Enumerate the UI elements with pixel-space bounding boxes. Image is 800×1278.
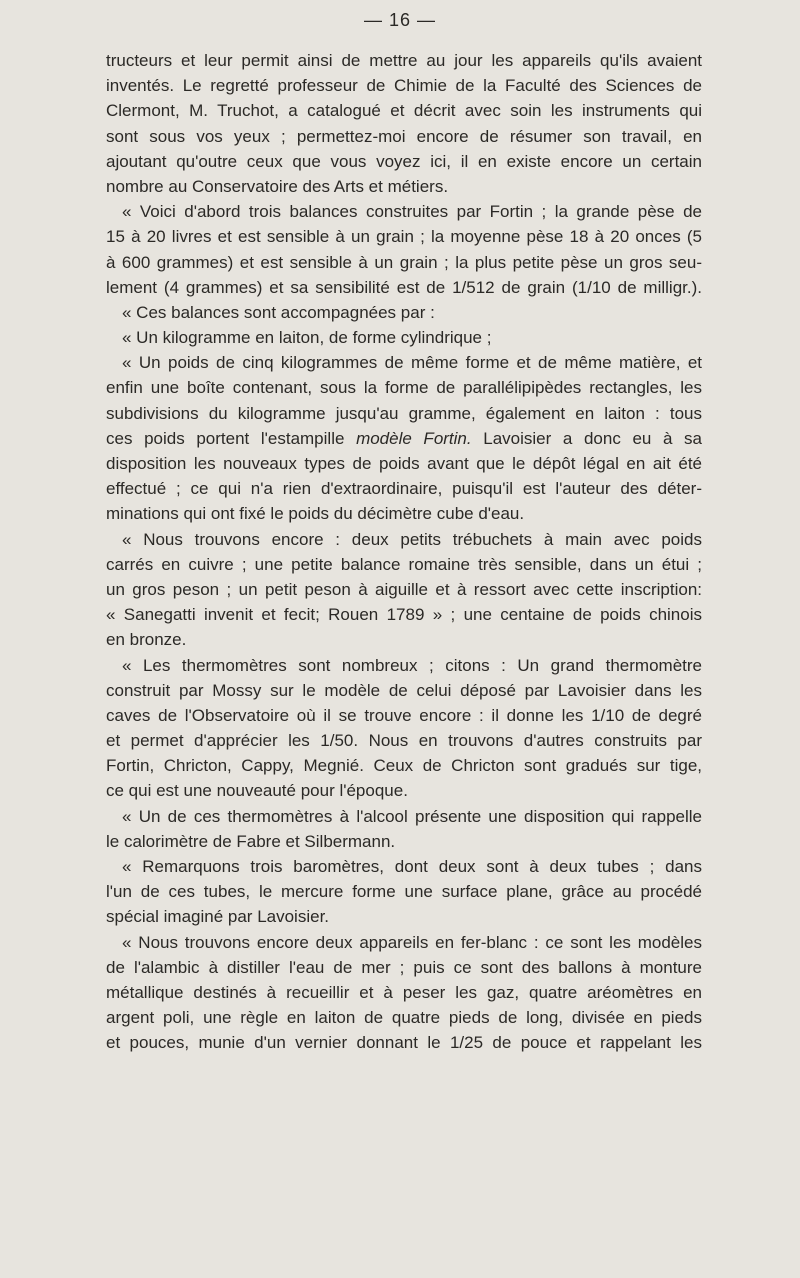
text-line: Clermont, M. Truchot, a catalogué et décrit avec soin les instruments qui (106, 101, 702, 121)
text-line: sont sous vos yeux ; permettez-moi encore de résumer son travail, en (106, 126, 702, 146)
text-line: Fortin, Chricton, Cappy, Megnié. Ceux de Chricton sont gradués sur tige, (106, 756, 702, 776)
text-line: subdivisions du kilogramme jusqu'au gramme, également en laiton : tous (106, 403, 702, 423)
text-line: nombre au Conservatoire des Arts et métiers. (106, 176, 449, 196)
page-number: — 16 — (363, 10, 437, 30)
text-line: le calorimètre de Fabre et Silbermann. (106, 831, 396, 851)
text-line: « Sanegatti invenit et fecit; Rouen 1789 » ; une centaine de poids chinois (106, 605, 702, 625)
text-line: et pouces, munie d'un vernier donnant le 1/25 de pouce et rappelant les (106, 1033, 702, 1053)
text-line: « Voici d'abord trois balances construites par Fortin ; la grande pèse de (122, 202, 702, 222)
text-line: tructeurs et leur permit ainsi de mettre au jour les appareils qu'ils avaient (106, 51, 702, 70)
text-line: « Un de ces thermomètres à l'alcool présente une disposition qui rappelle (122, 806, 702, 826)
text-line: métallique destinés à recueillir et à peser les gaz, quatre aréomètres en (106, 982, 702, 1002)
text-line: l'un de ces tubes, le mercure forme une surface plane, grâce au procédé (106, 882, 702, 902)
text-line: 15 à 20 livres et est sensible à un grain ; la moyenne pèse 18 à 20 onces (5 (106, 227, 702, 247)
text-line: « Remarquons trois baromètres, dont deux sont à deux tubes ; dans (122, 857, 702, 876)
text-line: ce qui est une nouveauté pour l'époque. (106, 781, 408, 801)
text-line: inventés. Le regretté professeur de Chimie de la Faculté des Sciences de (106, 76, 702, 96)
text-line: « Les thermomètres sont nombreux ; citons : Un grand thermomètre (122, 655, 702, 675)
text-line: disposition les nouveaux types de poids avant que le dépôt légal en ait été (106, 454, 702, 473)
text-line: un gros peson ; un petit peson à aiguille et à ressort avec cette inscription: (106, 579, 702, 599)
text-line: à 600 grammes) et est sensible à un grain ; la plus petite pèse un gros seu- (106, 252, 702, 272)
text-line: argent poli, une règle en laiton de quatre pieds de long, divisée en pieds (106, 1008, 702, 1028)
text-line: « Un poids de cinq kilogrammes de même forme et de même matière, et (122, 353, 702, 373)
text-line: « Nous trouvons encore : deux petits trébuchets à main avec poids (122, 529, 702, 549)
text-line: caves de l'Observatoire où il se trouve encore : il donne les 1/10 de degré (106, 705, 702, 725)
text-line: carrés en cuivre ; une petite balance romaine très sensible, dans un étui ; (106, 554, 702, 574)
text-line: construit par Mossy sur le modèle de celui déposé par Lavoisier dans les (106, 680, 702, 700)
text-line: spécial imaginé par Lavoisier. (106, 907, 330, 927)
text-line: « Nous trouvons encore deux appareils en fer-blanc : ce sont les modèles (122, 932, 702, 952)
text-line: et permet d'apprécier les 1/50. Nous en trouvons d'autres construits par (106, 731, 702, 751)
text-line: ajoutant qu'outre ceux que vous voyez ici, il en existe encore un certain (106, 151, 702, 171)
text-line: enfin une boîte contenant, sous la forme de parallélipipèdes rectangles, les (106, 378, 702, 398)
body-text (106, 48, 702, 1056)
text-line: « Un kilogramme en laiton, de forme cylindrique ; (122, 328, 492, 348)
text-line: effectué ; ce qui n'a rien d'extraordinaire, puisqu'il est l'auteur des déter- (106, 479, 702, 499)
text-fragment: ces poids portent l'estampille (106, 428, 345, 448)
text-line: minations qui ont fixé le poids du décimètre cube d'eau. (106, 504, 525, 524)
model-name-italic: modèle Fortin. (356, 428, 472, 448)
text-line (106, 426, 702, 451)
text-line: « Ces balances sont accompagnées par : (122, 302, 435, 322)
text-line: de l'alambic à distiller l'eau de mer ; puis ce sont des ballons à monture (106, 957, 702, 977)
text-line: lement (4 grammes) et sa sensibilité est de 1/512 de grain (1/10 de milligr.). (106, 277, 702, 297)
text-fragment: Lavoisier a donc eu à sa (483, 428, 702, 448)
text-line: en bronze. (106, 630, 187, 650)
